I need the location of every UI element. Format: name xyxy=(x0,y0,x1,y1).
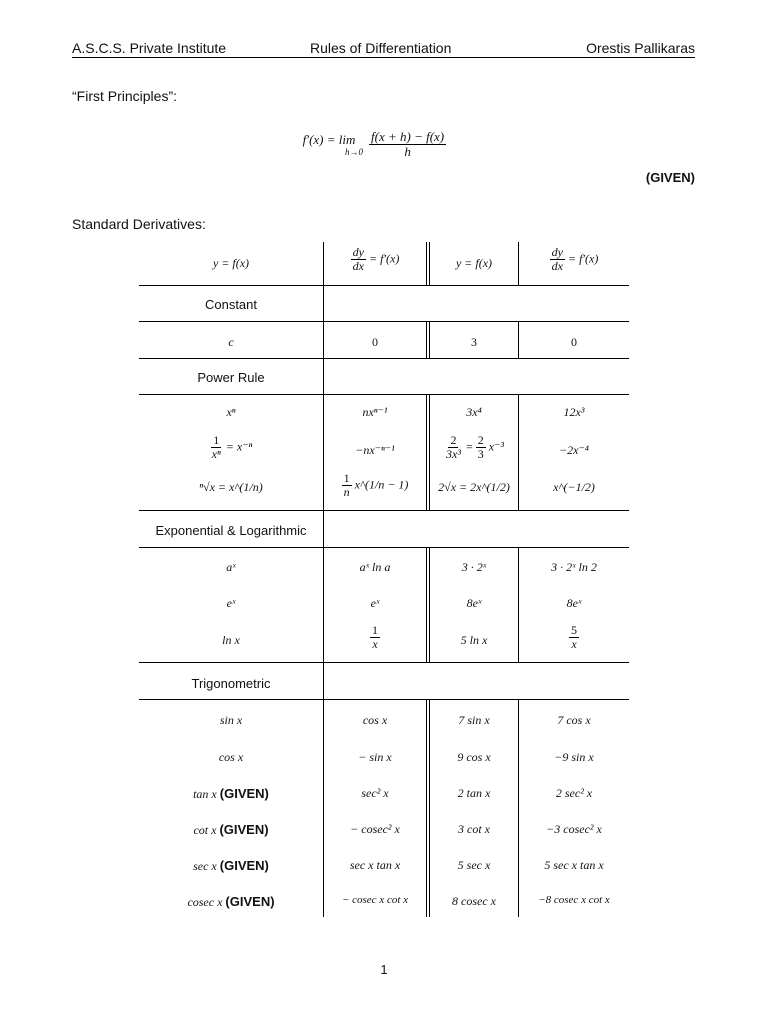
frac-den: 3 xyxy=(477,447,484,462)
frac-den: x xyxy=(372,637,378,652)
table-hline xyxy=(139,394,629,395)
table-header-y: y = f(x) xyxy=(212,256,250,270)
cell: 3 · 2ˣ xyxy=(461,560,487,574)
cell: ln x xyxy=(222,633,240,647)
cell: 2√x = 2x^(1/2) xyxy=(438,480,510,494)
table-hline xyxy=(139,285,629,286)
frac-den: n xyxy=(343,485,350,500)
dy-num: dy xyxy=(352,245,364,259)
cell: 3 xyxy=(471,335,477,349)
given-tag: (GIVEN) xyxy=(219,786,269,801)
table-vline xyxy=(518,699,519,917)
cell: 9 cos x xyxy=(457,750,491,764)
cell xyxy=(139,858,323,874)
trig-fn: sec x xyxy=(193,859,217,873)
cell: aˣ ln a xyxy=(359,560,391,574)
cell: 8 cosec x xyxy=(452,894,496,908)
first-principles-given: (GIVEN) xyxy=(645,170,695,185)
cell: sec² x xyxy=(361,786,389,800)
quotient-denominator: h xyxy=(404,144,411,160)
cell: 0 xyxy=(571,335,577,349)
limit-expression xyxy=(295,133,363,157)
cell: xⁿ xyxy=(226,405,236,419)
trig-fn: tan x xyxy=(193,787,217,801)
frac-num: 2 xyxy=(450,433,457,447)
dy-num: dy xyxy=(551,245,563,259)
cell: 5 sec x xyxy=(457,858,491,872)
frac-den: 3x³ xyxy=(446,447,461,462)
cell xyxy=(139,434,323,461)
cell: − cosec x cot x xyxy=(341,894,409,906)
table-hline xyxy=(139,510,629,511)
page-number: 1 xyxy=(380,962,388,977)
cell xyxy=(324,472,426,499)
frac-num: 5 xyxy=(571,623,577,637)
section-exp-log: Exponential & Logarithmic xyxy=(155,523,307,538)
section-trigonometric: Trigonometric xyxy=(191,676,271,691)
table-vline xyxy=(426,699,427,917)
table-vline xyxy=(429,699,430,917)
cell xyxy=(324,624,426,651)
cell: 5 ln x xyxy=(460,633,488,647)
limit-subscript: h→0 xyxy=(345,146,363,157)
given-tag: (GIVEN) xyxy=(225,894,275,909)
standard-derivatives-label: Standard Derivatives: xyxy=(72,216,206,232)
cell: 3 · 2ˣ ln 2 xyxy=(551,560,597,574)
table-vline xyxy=(426,321,427,358)
cell: eˣ xyxy=(226,596,236,610)
cell: nxⁿ⁻¹ xyxy=(362,405,388,419)
section-constant: Constant xyxy=(204,297,258,312)
cell: −nx⁻ⁿ⁻¹ xyxy=(355,443,395,457)
frac-num: 1 xyxy=(343,471,350,485)
cell: 12x³ xyxy=(563,405,585,419)
frac-num: 1 xyxy=(372,623,378,637)
header-institute: A.S.C.S. Private Institute xyxy=(72,40,227,56)
cell: 7 cos x xyxy=(557,713,591,727)
frac-den: x xyxy=(571,637,577,652)
formula-lhs: f′(x) = lim xyxy=(302,131,356,147)
cell xyxy=(139,894,323,910)
cell: 7 sin x xyxy=(458,713,490,727)
difference-quotient xyxy=(369,130,446,160)
table-hline xyxy=(139,547,629,548)
table-header-y-2: y = f(x) xyxy=(455,256,493,270)
cell: c xyxy=(228,335,234,349)
cell: −9 sin x xyxy=(554,750,594,764)
cell: 0 xyxy=(372,335,378,349)
cell: 3x⁴ xyxy=(466,405,482,419)
cell xyxy=(430,434,518,461)
frac-num: 1 xyxy=(213,433,220,447)
cell: 5 sec x tan x xyxy=(544,858,604,872)
cell: cos x xyxy=(362,713,388,727)
cell: x^(−1/2) xyxy=(553,480,595,494)
cell: − sin x xyxy=(358,750,392,764)
cell: −3 cosec² x xyxy=(546,822,602,836)
cell: 8eˣ xyxy=(566,596,582,610)
header-rule xyxy=(72,57,695,58)
equals: = xyxy=(465,439,473,454)
first-principles-formula xyxy=(295,130,446,160)
table-header-derivative-2 xyxy=(519,246,629,273)
cell xyxy=(139,786,323,802)
dx-den: dx xyxy=(551,259,563,274)
header-author: Orestis Pallikaras xyxy=(586,40,695,56)
section-power-rule: Power Rule xyxy=(197,370,265,385)
cell: 2 sec² x xyxy=(555,786,593,800)
cell: 2 tan x xyxy=(457,786,491,800)
cell: sin x xyxy=(219,713,243,727)
cell: 8eˣ xyxy=(466,596,482,610)
frac-rest: x⁻³ xyxy=(488,439,504,454)
derivative-eq: = f′(x) xyxy=(368,251,400,266)
table-hline xyxy=(139,321,629,322)
cell: 3 cot x xyxy=(458,822,490,836)
table-vline xyxy=(426,547,427,662)
derivative-eq: = f′(x) xyxy=(567,251,599,266)
table-vline xyxy=(426,394,427,510)
table-hline xyxy=(139,358,629,359)
cell xyxy=(519,624,629,651)
frac-rest: = x⁻ⁿ xyxy=(225,439,253,454)
quotient-numerator: f(x + h) − f(x) xyxy=(371,129,445,144)
cell: sec x tan x xyxy=(349,858,401,872)
cell: cos x xyxy=(218,750,244,764)
table-hline xyxy=(139,699,629,700)
table-header-derivative xyxy=(324,246,426,273)
table-hline xyxy=(139,662,629,663)
cell: −8 cosec x cot x xyxy=(538,894,610,906)
cell: −2x⁻⁴ xyxy=(559,443,589,457)
trig-fn: cot x xyxy=(193,823,217,837)
trig-fn: cosec x xyxy=(187,895,223,909)
given-tag: (GIVEN) xyxy=(219,822,269,837)
given-tag: (GIVEN) xyxy=(219,858,269,873)
table-vline xyxy=(426,242,427,285)
cell xyxy=(139,822,323,838)
cell: eˣ xyxy=(370,596,380,610)
cell: − cosec² x xyxy=(350,822,400,836)
dx-den: dx xyxy=(352,259,364,274)
first-principles-label: “First Principles”: xyxy=(72,88,178,104)
cell: aˣ xyxy=(226,560,236,574)
frac-rest: x^(1/n − 1) xyxy=(354,477,409,492)
frac-num: 2 xyxy=(477,433,484,447)
cell: ⁿ√x = x^(1/n) xyxy=(199,480,263,494)
frac-den: xⁿ xyxy=(211,447,221,462)
header-title: Rules of Differentiation xyxy=(310,40,452,56)
